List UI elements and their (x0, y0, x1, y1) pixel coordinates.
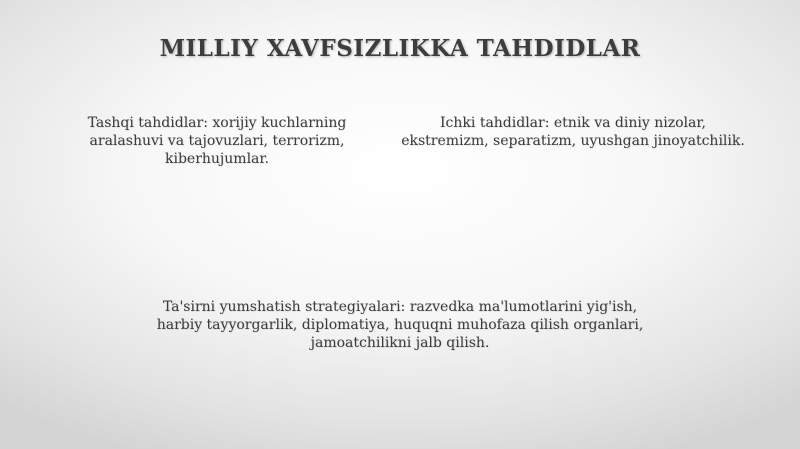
mitigation-strategies-text: Ta'sirni yumshatish strategiyalari: razvedka ma'lumotlarini yig'ish, harbiy tayyorgarlik, diplomatiya, huquqni muhofaza qilish organlari, jamoatchilikni jalb qilish. (156, 299, 644, 351)
slide-title: MILLIY XAVFSIZLIKKA TAHDIDLAR (159, 35, 641, 62)
internal-threats-text: Ichki tahdidlar: etnik va diniy nizolar, ekstremizm, separatizm, uyushgan jinoyatchilik. (401, 115, 745, 149)
external-threats-text: Tashqi tahdidlar: xorijiy kuchlarning aralashuvi va tajovuzlari, terrorizm, kiberhujumlar. (87, 115, 347, 167)
